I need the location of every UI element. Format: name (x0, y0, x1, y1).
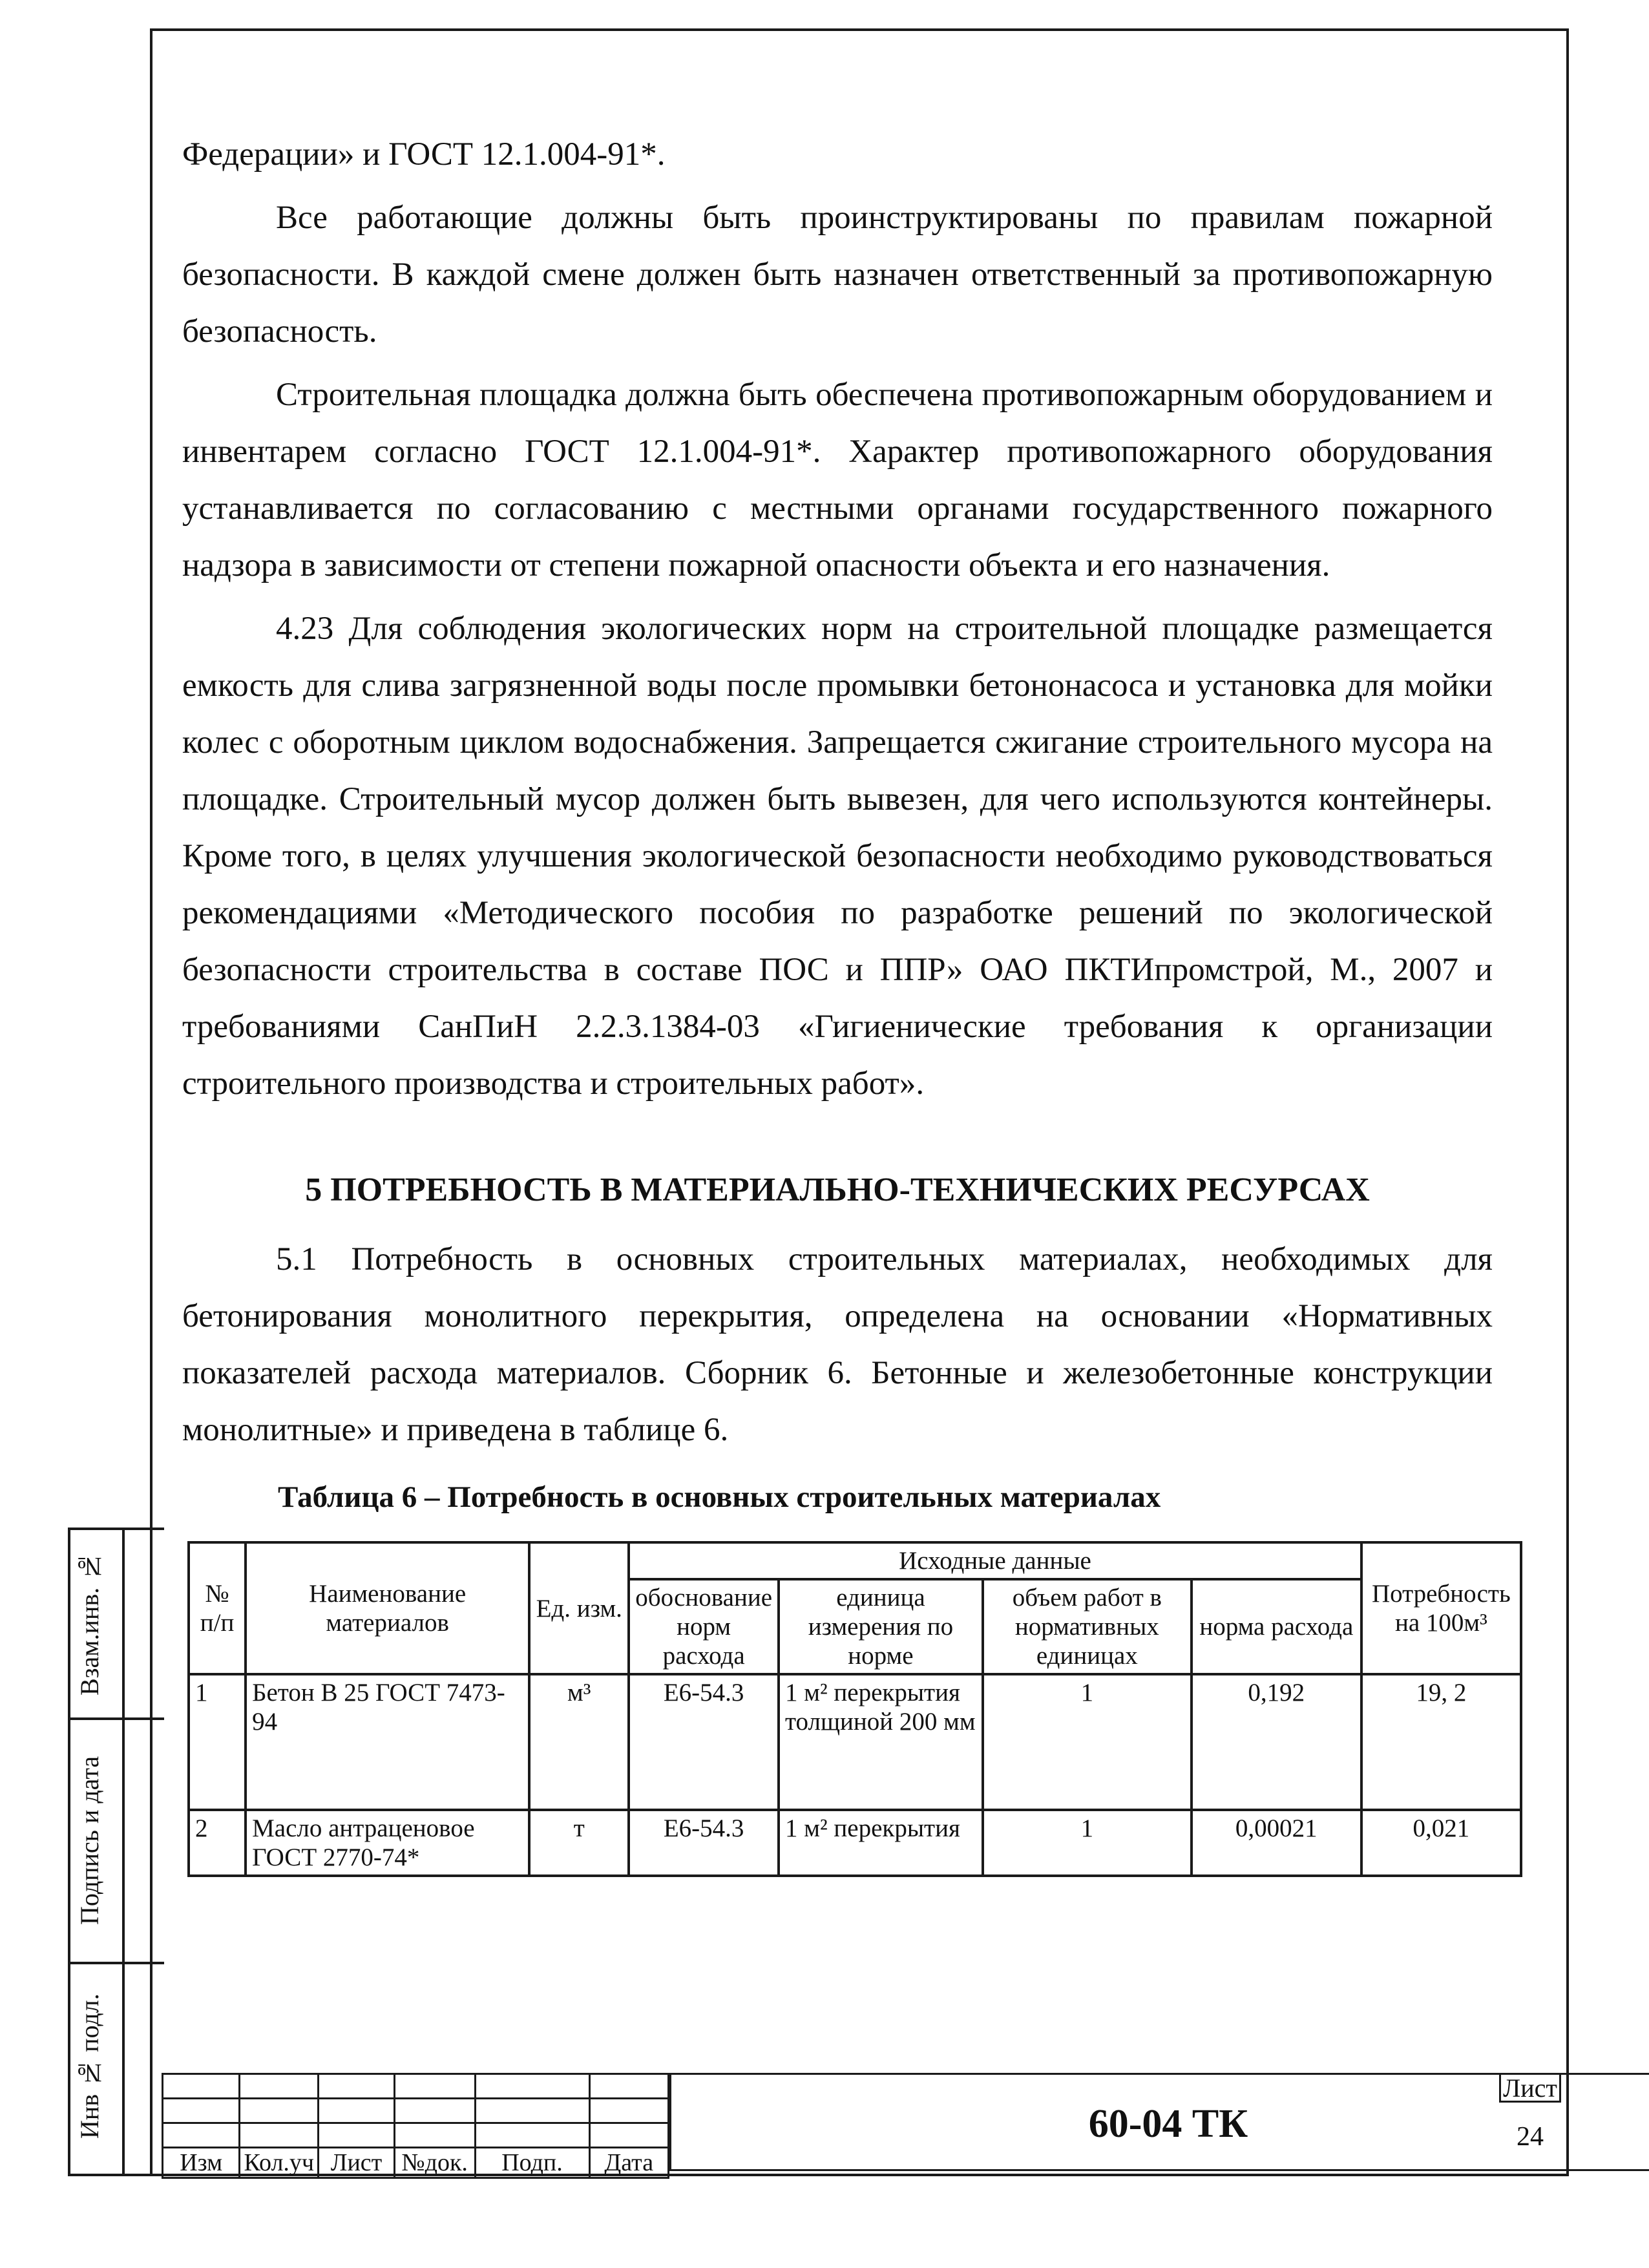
header-name: Наименование материалов (246, 1542, 529, 1674)
revision-grid (162, 2073, 669, 2179)
revision-row (163, 2074, 669, 2099)
cell-name: Масло антраценовое ГОСТ 2770-74* (246, 1810, 529, 1876)
header-volume: объем работ в нормативных единицах (983, 1579, 1192, 1674)
cell-need: 0,021 (1361, 1810, 1521, 1876)
col-date: Дата (589, 2148, 669, 2178)
table-row (189, 1810, 1521, 1876)
revision-header-row (163, 2148, 669, 2178)
col-change: Изм (163, 2148, 240, 2178)
table-row (189, 1674, 1521, 1810)
cell-num: 1 (189, 1674, 246, 1810)
cell-basis: Е6-54.3 (629, 1810, 779, 1876)
revision-row (163, 2099, 669, 2123)
cell-norm: 0,00021 (1192, 1810, 1361, 1876)
cell-basis: Е6-54.3 (629, 1674, 779, 1810)
cell-unit: м³ (529, 1674, 629, 1810)
cell-volume: 1 (983, 1674, 1192, 1810)
side-stamp (68, 1528, 164, 2176)
section-title: 5 ПОТРЕБНОСТЬ В МАТЕРИАЛЬНО-ТЕХНИЧЕСКИХ РЕСУРСАХ (305, 1171, 1370, 1208)
sheet-number: 24 (1517, 2122, 1544, 2152)
header-need: Потребность на 100м³ (1361, 1542, 1521, 1674)
table-caption: Таблица 6 – Потребность в основных строительных материалах (278, 1480, 1161, 1514)
stamp-replace-inv: Взам.инв. № (75, 1551, 104, 1696)
header-norm-unit: единица измерения по норме (779, 1579, 983, 1674)
paragraph: Федерации» и ГОСТ 12.1.004-91*. (182, 136, 666, 173)
col-doc-number: №док. (394, 2148, 475, 2178)
table-header-row (189, 1542, 1521, 1579)
header-basis: обоснование норм расхода (629, 1579, 779, 1674)
side-stamp-divider (70, 1962, 164, 1964)
paragraph: Все работающие должны быть проинструктированы по правилам пожарной безопасности. В каждой смене должен быть назначен ответственный за противопожарную безопасность. (182, 200, 1493, 350)
materials-table (187, 1541, 1522, 1877)
col-signature: Подп. (475, 2148, 589, 2178)
title-block (162, 2073, 1564, 2176)
stamp-inv-original: Инв № подл. (75, 1993, 104, 2139)
sheet-cell (1499, 2073, 1561, 2171)
cell-name: Бетон В 25 ГОСТ 7473-94 (246, 1674, 529, 1810)
cell-norm: 0,192 (1192, 1674, 1361, 1810)
side-stamp-inner-line (122, 1530, 125, 2174)
paragraph: 5.1 Потребность в основных строительных материалах, необходимых для бетонирования монолитного перекрытия, определена на основании «Нормативных показателей расхода материалов. Сборник 6. Бетонные и железобетонные конструкции монолитные» и приведена в таблице 6. (182, 1241, 1493, 1448)
cell-need: 19, 2 (1361, 1674, 1521, 1810)
cell-unit: т (529, 1810, 629, 1876)
col-count: Кол.уч (240, 2148, 319, 2178)
stamp-signature-date: Подпись и дата (75, 1756, 104, 1925)
header-num: № п/п (189, 1542, 246, 1674)
paragraph: 4.23 Для соблюдения экологических норм на строительной площадке размещается емкость для слива загрязненной воды после промывки бетононасоса и установка для мойки колес с оборотным циклом водоснабжения. Запрещается сжигание строительного мусора на площадке. Строительный мусор должен быть вывезен, для чего используются контейнеры. Кроме того, в целях улучшения экологической безопасности необходимо руководствоваться рекомендациями «Методического пособия по разработке решений по экологической безопасности строительства в составе ПОС и ППР» ОАО ПКТИпромстрой, М., 2007 и требованиями СанПиН 2.2.3.1384-03 «Гигиенические требования к организации строительного производства и строительных работ». (182, 611, 1493, 1102)
side-stamp-divider (70, 1717, 164, 1720)
section-text (182, 1231, 1493, 1458)
body-text (182, 126, 1493, 1112)
document-code: 60-04 ТК (1088, 2102, 1248, 2146)
col-sheet: Лист (319, 2148, 395, 2178)
paragraph: Строительная площадка должна быть обеспечена противопожарным оборудованием и инвентарем согласно ГОСТ 12.1.004-91*. Характер противопожарного оборудования устанавливается по согласованию с местными органами государственного пожарного надзора в зависимости от степени пожарной опасности объекта и его назначения. (182, 377, 1493, 583)
cell-norm-unit: 1 м² перекрытия толщиной 200 мм (779, 1674, 983, 1810)
header-norm: норма расхода (1192, 1579, 1361, 1674)
header-unit: Ед. изм. (529, 1542, 629, 1674)
cell-num: 2 (189, 1810, 246, 1876)
sheet-label: Лист (1499, 2073, 1561, 2103)
cell-norm-unit: 1 м² перекрытия (779, 1810, 983, 1876)
revision-row (163, 2123, 669, 2148)
header-source-group: Исходные данные (629, 1542, 1361, 1579)
cell-volume: 1 (983, 1810, 1192, 1876)
